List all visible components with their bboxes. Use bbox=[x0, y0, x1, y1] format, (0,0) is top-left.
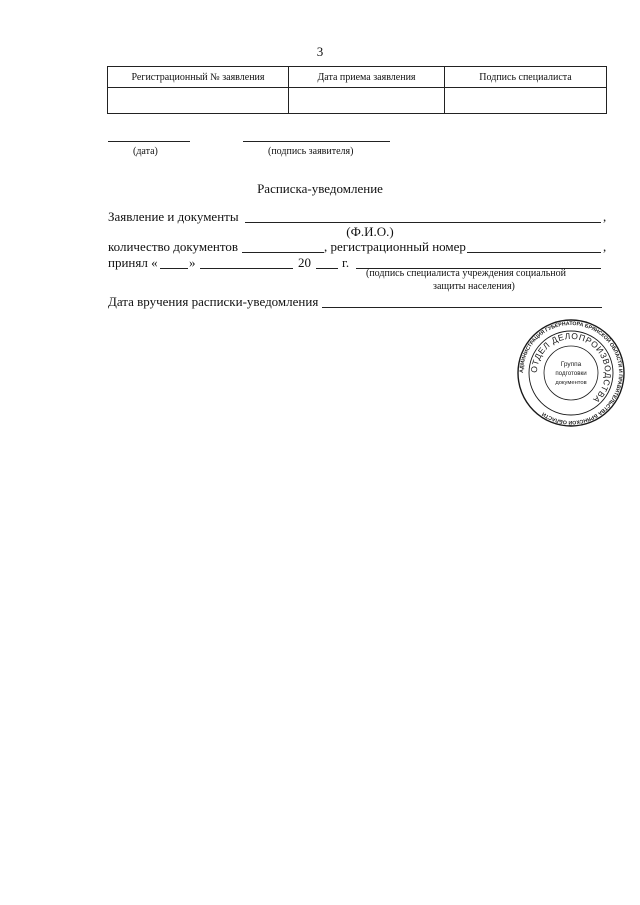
round-seal-stamp bbox=[516, 318, 626, 428]
date-cell[interactable] bbox=[289, 88, 445, 114]
accepted-year-prefix: 20 bbox=[298, 255, 311, 270]
documents-label: Заявление и документы bbox=[108, 209, 239, 224]
date-caption: (дата) bbox=[133, 146, 158, 157]
stamp-outer-text: АДМИНИСТРАЦИЯ ГУБЕРНАТОРА БРЯНСКОЙ ОБЛАСТИ И ПРАВИТЕЛЬСТВА БРЯНСКОЙ ОБЛАСТИ bbox=[518, 320, 624, 426]
accepted-quote-close: » bbox=[189, 255, 196, 270]
page-number: 3 bbox=[316, 44, 324, 59]
accepted-day-line[interactable] bbox=[160, 268, 188, 269]
line1-comma: , bbox=[603, 209, 607, 224]
fio-caption: (Ф.И.О.) bbox=[346, 224, 394, 239]
stamp-center-line: подготовки bbox=[555, 370, 587, 377]
stamp-center-line: Группа bbox=[560, 361, 582, 368]
applicant-date-line[interactable] bbox=[108, 141, 190, 142]
registration-table bbox=[107, 66, 607, 114]
accepted-year-suffix: г. bbox=[342, 255, 350, 270]
col-date-header: Дата приема заявления bbox=[289, 67, 445, 88]
applicant-fio-line[interactable] bbox=[245, 222, 601, 223]
receipt-title: Расписка-уведомление bbox=[257, 181, 383, 196]
registration-number-line[interactable] bbox=[467, 252, 601, 253]
stamp-center-line: документов bbox=[555, 380, 587, 386]
documents-count-line[interactable] bbox=[242, 252, 324, 253]
stamp-inner-text: ОТДЕЛ ДЕЛОПРОИЗВОДСТВА bbox=[528, 330, 614, 406]
col-signature-header: Подпись специалиста bbox=[445, 67, 607, 88]
delivery-date-line[interactable] bbox=[322, 307, 602, 308]
specialist-caption-2: защиты населения) bbox=[433, 281, 515, 292]
applicant-signature-caption: (подпись заявителя) bbox=[268, 146, 354, 157]
signature-cell[interactable] bbox=[445, 88, 607, 114]
accepted-month-line[interactable] bbox=[200, 268, 293, 269]
reg-number-cell[interactable] bbox=[108, 88, 289, 114]
accepted-label: принял « bbox=[108, 255, 158, 270]
col-reg-number-header: Регистрационный № заявления bbox=[108, 67, 289, 88]
delivery-date-label: Дата вручения расписки-уведомления bbox=[108, 294, 319, 309]
specialist-caption-1: (подпись специалиста учреждения социальной bbox=[366, 268, 566, 279]
table-row bbox=[108, 88, 607, 114]
line2-comma: , bbox=[603, 239, 607, 254]
table-header-row bbox=[108, 67, 607, 88]
accepted-year-line[interactable] bbox=[316, 268, 338, 269]
applicant-signature-line[interactable] bbox=[243, 141, 390, 142]
documents-count-label: количество документов bbox=[108, 239, 238, 254]
registration-number-label: , регистрационный номер bbox=[324, 239, 466, 254]
